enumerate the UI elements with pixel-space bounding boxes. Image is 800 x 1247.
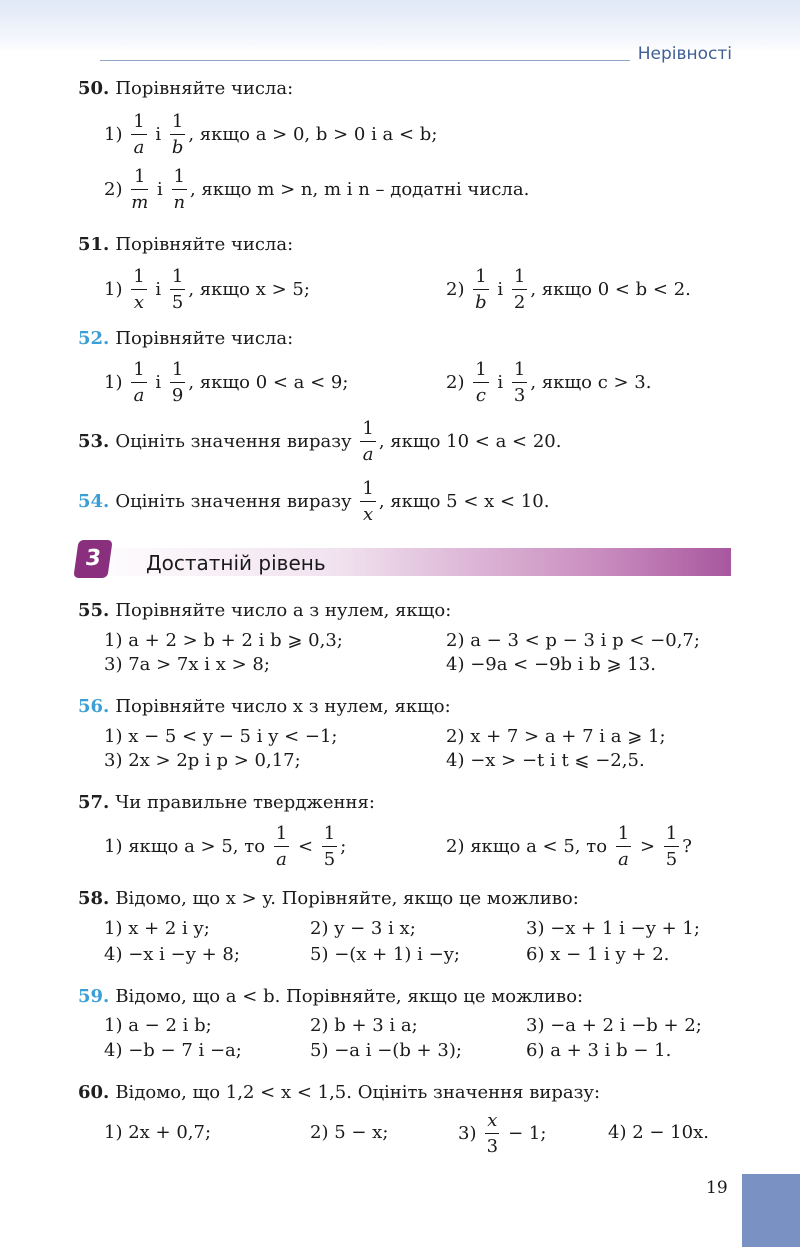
item-text: 2) якщо a < 5, то (446, 836, 608, 857)
item-text: − 1; (508, 1123, 547, 1144)
exercise-51-item-2 (446, 268, 691, 312)
exercise-52-item-1 (104, 361, 348, 405)
punctuation: ; (340, 836, 347, 857)
header-rule (100, 60, 630, 61)
exercise-item: 1) x + 2 і y; (104, 918, 210, 939)
exercise-52-item-2 (446, 361, 651, 405)
exercise-item: 4) 2 − 10x. (608, 1122, 709, 1143)
conjunction: і (157, 179, 163, 200)
exercise-50-item-1 (104, 113, 437, 157)
exercise-number: 57. (78, 792, 110, 813)
operator: > (639, 836, 656, 857)
exercise-item: 4) −9a < −9b і b ⩾ 13. (446, 654, 656, 675)
condition: , якщо x > 5; (188, 279, 310, 300)
exercise-number: 54. (78, 491, 110, 512)
exercise-title: Чи правильне твердження: (115, 792, 375, 813)
exercise-57-item-2 (446, 825, 692, 869)
conjunction: і (155, 372, 162, 393)
fraction: $\frac{1}{a}$ (617, 823, 630, 870)
exercise-title: Відомо, що x > y. Порівняйте, якщо це можливо: (115, 888, 579, 909)
condition: , якщо 0 < b < 2. (530, 279, 691, 300)
exercise-item: 5) −(x + 1) і −y; (310, 944, 460, 965)
exercise-title: Порівняйте числа: (115, 328, 294, 349)
exercise-number: 60. (78, 1082, 110, 1103)
exercise-item: 6) a + 3 і b − 1. (526, 1040, 672, 1061)
condition: , якщо 10 < a < 20. (378, 431, 562, 452)
fraction: $\frac{1}{5}$ (171, 266, 184, 313)
exercise-item: 6) x − 1 і y + 2. (526, 944, 670, 965)
fraction: $\frac{1}{a}$ (133, 359, 145, 406)
exercise-57-item-1 (104, 825, 346, 869)
item-label: 2) (446, 372, 465, 393)
exercise-number: 53. (78, 431, 110, 452)
conjunction: і (155, 124, 162, 145)
exercise-55 (78, 602, 451, 620)
exercise-59 (78, 988, 583, 1006)
exercise-item: 2) b + 3 і a; (310, 1015, 418, 1036)
exercise-item: 2) 5 − x; (310, 1122, 389, 1143)
exercise-title: Порівняйте числа: (115, 234, 294, 255)
condition: , якщо c > 3. (530, 372, 652, 393)
exercise-item: 4) −x > −t і t ⩽ −2,5. (446, 750, 645, 771)
item-label: 2) (104, 179, 123, 200)
exercise-item: 2) x + 7 > a + 7 і a ⩾ 1; (446, 726, 666, 747)
condition: , якщо 5 < x < 10. (378, 491, 550, 512)
fraction: $\frac{1}{n}$ (173, 166, 186, 213)
exercise-title: Відомо, що 1,2 < x < 1,5. Оцініть значення виразу: (115, 1082, 601, 1103)
exercise-56 (78, 698, 451, 716)
exercise-item: 1) a + 2 > b + 2 і b ⩾ 0,3; (104, 630, 343, 651)
fraction: $\frac{x}{3}$ (486, 1110, 499, 1157)
exercise-item: 1) x − 5 < y − 5 і y < −1; (104, 726, 338, 747)
conjunction: і (497, 279, 504, 300)
exercise-item: 1) 2x + 0,7; (104, 1122, 212, 1143)
exercise-item: 1) a − 2 і b; (104, 1015, 212, 1036)
exercise-number: 55. (78, 600, 110, 621)
exercise-60-item-3 (458, 1112, 546, 1156)
exercise-51 (78, 236, 293, 254)
exercise-item: 2) y − 3 і x; (310, 918, 416, 939)
exercise-item: 3) 2x > 2p і p > 0,17; (104, 750, 301, 771)
item-label: 1) (104, 124, 123, 145)
fraction: $\frac{1}{b}$ (171, 111, 184, 158)
item-text: 1) якщо a > 5, то (104, 836, 266, 857)
operator: < (297, 836, 314, 857)
exercise-52 (78, 330, 293, 348)
exercise-number: 59. (78, 986, 110, 1007)
exercise-51-item-1 (104, 268, 310, 312)
fraction: $\frac{1}{3}$ (513, 359, 526, 406)
exercise-50-item-2 (104, 168, 529, 212)
exercise-58 (78, 890, 579, 908)
exercise-item: 3) −a + 2 і −b + 2; (526, 1015, 702, 1036)
exercise-title: Порівняйте число x з нулем, якщо: (115, 696, 451, 717)
condition: , якщо m > n, m і n – додатні числа. (189, 179, 530, 200)
exercise-number: 56. (78, 696, 110, 717)
exercise-item: 5) −a і −(b + 3); (310, 1040, 462, 1061)
level-badge: 3 (73, 540, 112, 578)
exercise-54 (78, 480, 549, 524)
item-label: 2) (446, 279, 465, 300)
exercise-number: 52. (78, 328, 110, 349)
exercise-number: 58. (78, 888, 110, 909)
exercise-title: Порівняйте число a з нулем, якщо: (115, 600, 452, 621)
fraction: $\frac{1}{2}$ (513, 266, 526, 313)
conjunction: і (155, 279, 162, 300)
exercise-title: Відомо, що a < b. Порівняйте, якщо це можливо: (115, 986, 584, 1007)
exercise-item: 2) a − 3 < p − 3 і p < −0,7; (446, 630, 700, 651)
exercise-title: Оцініть значення виразу (115, 491, 352, 512)
fraction: $\frac{1}{x}$ (133, 266, 145, 313)
exercise-title: Оцініть значення виразу (115, 431, 352, 452)
page-number: 19 (706, 1178, 728, 1198)
item-label: 1) (104, 279, 123, 300)
fraction: $\frac{1}{a}$ (362, 418, 374, 465)
condition: , якщо a > 0, b > 0 і a < b; (188, 124, 438, 145)
fraction: $\frac{1}{a}$ (133, 111, 145, 158)
exercise-number: 51. (78, 234, 110, 255)
exercise-item: 3) 7a > 7x і x > 8; (104, 654, 270, 675)
fraction: $\frac{1}{c}$ (475, 359, 487, 406)
section-title: Нерівності (637, 44, 732, 64)
exercise-item: 4) −x і −y + 8; (104, 944, 240, 965)
exercise-number: 50. (78, 78, 110, 99)
punctuation: ? (682, 836, 692, 857)
exercise-60 (78, 1084, 600, 1102)
exercise-item: 3) −x + 1 і −y + 1; (526, 918, 700, 939)
exercise-53 (78, 420, 561, 464)
fraction: $\frac{1}{a}$ (275, 823, 288, 870)
fraction: $\frac{1}{b}$ (475, 266, 487, 313)
corner-block (742, 1174, 800, 1247)
fraction: $\frac{1}{9}$ (171, 359, 184, 406)
item-label: 3) (458, 1123, 477, 1144)
level-title: Достатній рівень (146, 551, 326, 575)
exercise-50 (78, 80, 293, 98)
exercise-title: Порівняйте числа: (115, 78, 294, 99)
fraction: $\frac{1}{5}$ (665, 823, 678, 870)
fraction: $\frac{1}{x}$ (362, 478, 374, 525)
fraction: $\frac{1}{m}$ (131, 166, 149, 213)
condition: , якщо 0 < a < 9; (188, 372, 349, 393)
exercise-item: 4) −b − 7 і −a; (104, 1040, 242, 1061)
exercise-57 (78, 794, 375, 812)
conjunction: і (497, 372, 504, 393)
fraction: $\frac{1}{5}$ (323, 823, 336, 870)
item-label: 1) (104, 372, 123, 393)
